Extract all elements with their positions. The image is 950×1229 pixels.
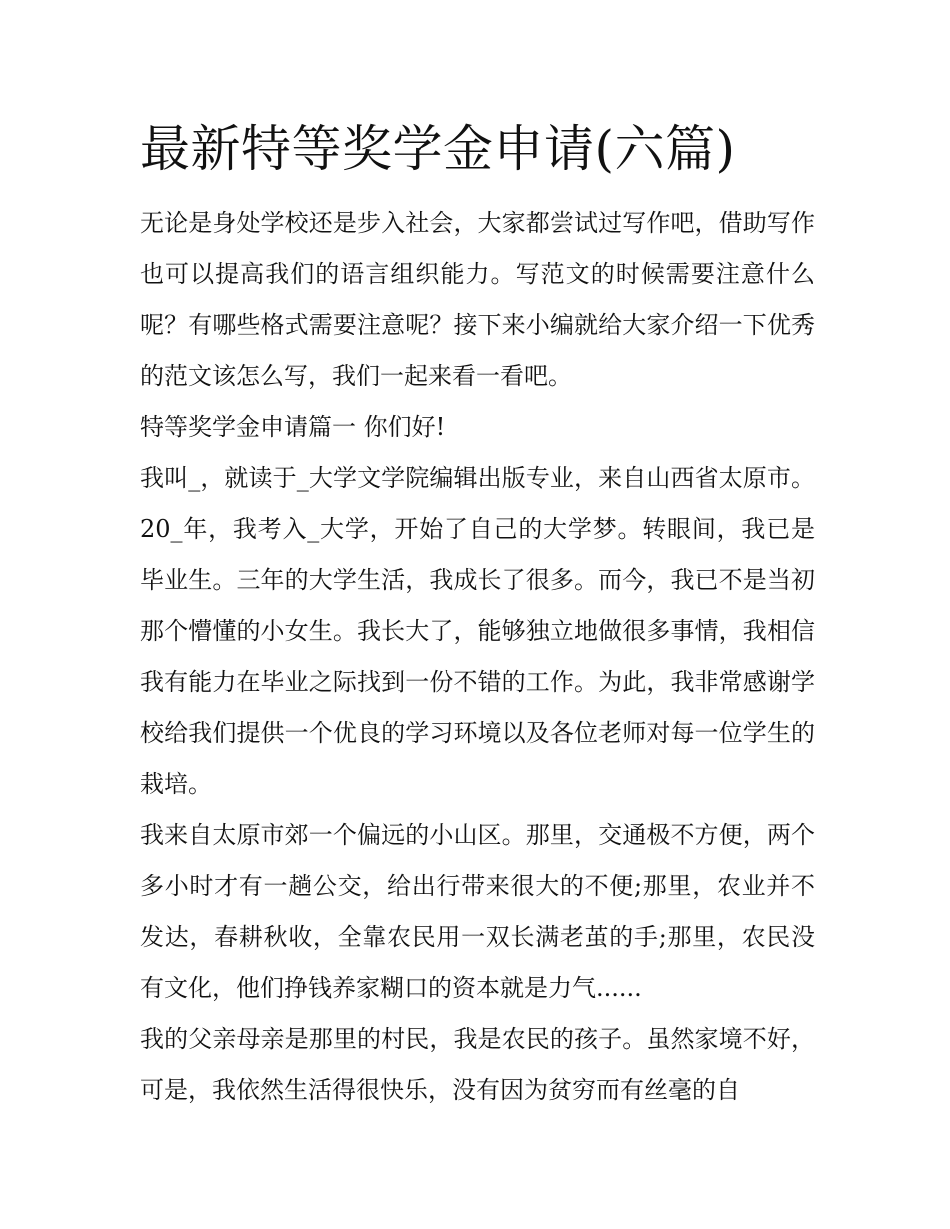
document-body xyxy=(140,118,815,1116)
document-title: 最新特等奖学金申请(六篇) xyxy=(140,120,736,178)
paragraph-family: 我的父亲母亲是那里的村民，我是农民的孩子。虽然家境不好，可是，我依然生活得很快乐，没有因为贫穷而有丝毫的自 xyxy=(140,1025,815,1104)
paragraph-self-introduction: 我叫_，就读于_大学文学院编辑出版专业，来自山西省太原市。20_年，我考入_大学，开始了自己的大学梦。转眼间，我已是毕业生。三年的大学生活，我成长了很多。而今，我已不是当初那个懵懂的小女生。我长大了，能够独立地做很多事情，我相信我有能力在毕业之际找到一份不错的工作。为此，我非常感谢学校给我们提供一个优良的学习环境以及各位老师对每一位学生的栽培。 xyxy=(140,464,815,798)
paragraph-intro: 无论是身处学校还是步入社会，大家都尝试过写作吧，借助写作也可以提高我们的语言组织能力。写范文的时候需要注意什么呢？有哪些格式需要注意呢？接下来小编就给大家介绍一下优秀的范文该怎么写，我们一起来看一看吧。 xyxy=(140,209,815,390)
paragraph-section-heading: 特等奖学金申请篇一 你们好! xyxy=(140,413,446,441)
paragraph-hometown: 我来自太原市郊一个偏远的小山区。那里，交通极不方便，两个多小时才有一趟公交，给出行带来很大的不便;那里，农业并不发达，春耕秋收，全靠农民用一双长满老茧的手;那里，农民没有文化，他们挣钱养家糊口的资本就是力气...... xyxy=(140,821,815,1002)
